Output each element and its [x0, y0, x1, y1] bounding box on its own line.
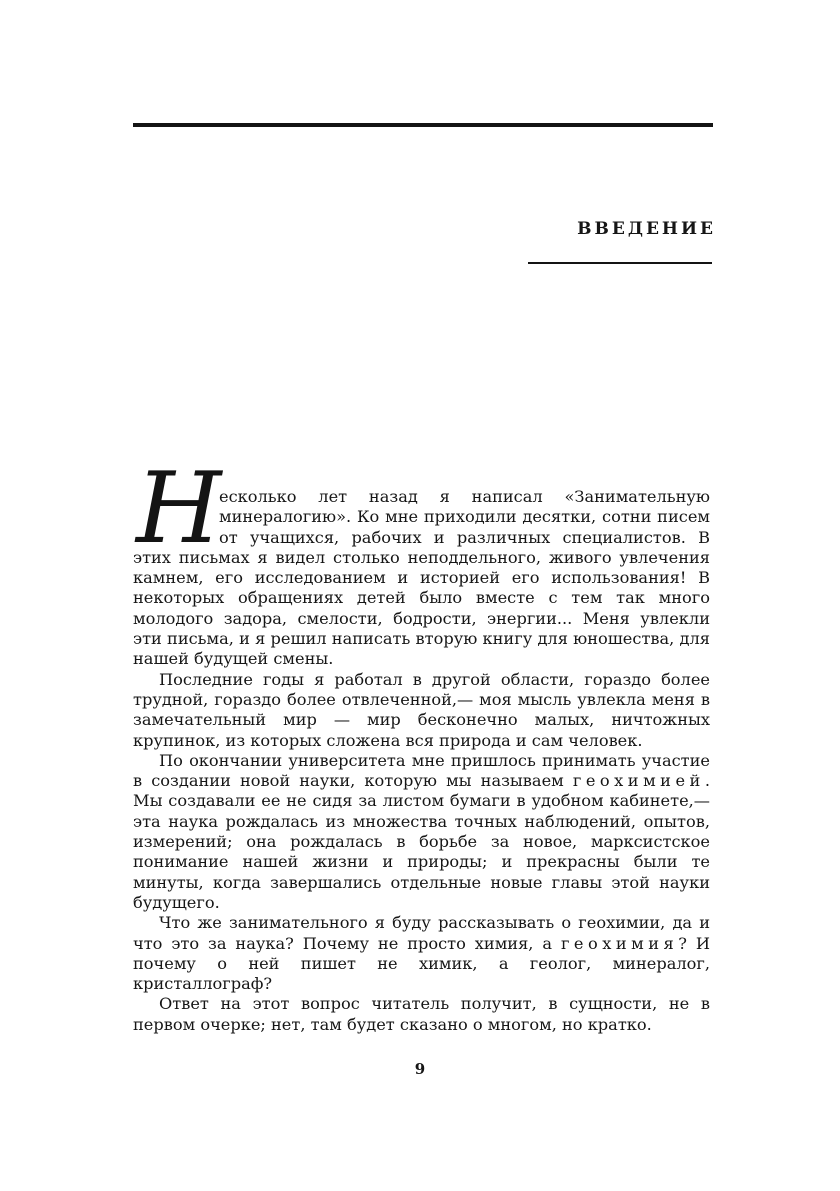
paragraph-5: Ответ на этот вопрос читатель получит, в сущности, не в первом очерке; нет, там будет сказано о многом, но кратко. [133, 994, 710, 1034]
body-text [133, 487, 710, 1035]
dropcap-letter: Н [136, 456, 222, 556]
chapter-heading: ВВЕДЕНИЕ [577, 219, 716, 239]
heading-underline [528, 262, 712, 264]
top-rule [133, 123, 713, 127]
dropcap-space [133, 487, 219, 545]
paragraph-1: есколько лет назад я написал «Занимательную минералогию». Ко мне приходили десятки, сотни писем от учащихся, рабочих и различных специалистов. В этих письмах я видел столько неподдельного, живого увлечения камнем, его исследованием и историей его использования! В некоторых обращениях детей было вместе с тем так много молодого задора, смелости, бодрости, энергии... Меня увлекли эти письма, и я решил написать вторую книгу для юношества, для нашей будущей смены. [133, 487, 710, 669]
term-geochemistry-2: геохимия [560, 933, 679, 953]
paragraph-4: Что же занимательного я буду рассказывать о геохимии, да и что это за наука? Почему не просто химия, а геохимия? И почему о ней пишет не химик, а геолог, минералог, кристаллограф? [133, 913, 710, 994]
term-geochemistry: геохимией [572, 771, 705, 791]
paragraph-3: По окончании университета мне пришлось принимать участие в создании новой науки, которую мы называем геохимией. Мы создавали ее не сидя за листом бумаги в удобном кабинете,— эта наука рождалась из множества точных наблюдений, опытов, измерений; она рождалась в борьбе за новое, марксистское понимание нашей жизни и природы; и прекрасны были те минуты, когда завершались отдельные новые главы этой науки будущего. [133, 750, 710, 912]
page-number: 9 [414, 1060, 426, 1078]
paragraph-2: Последние годы я работал в другой области, гораздо более трудной, гораздо более отвлеченной,— моя мысль увлекла меня в замечательный мир — мир бесконечно малых, ничтожных крупинок, из которых сложена вся природа и сам человек. [133, 669, 710, 750]
